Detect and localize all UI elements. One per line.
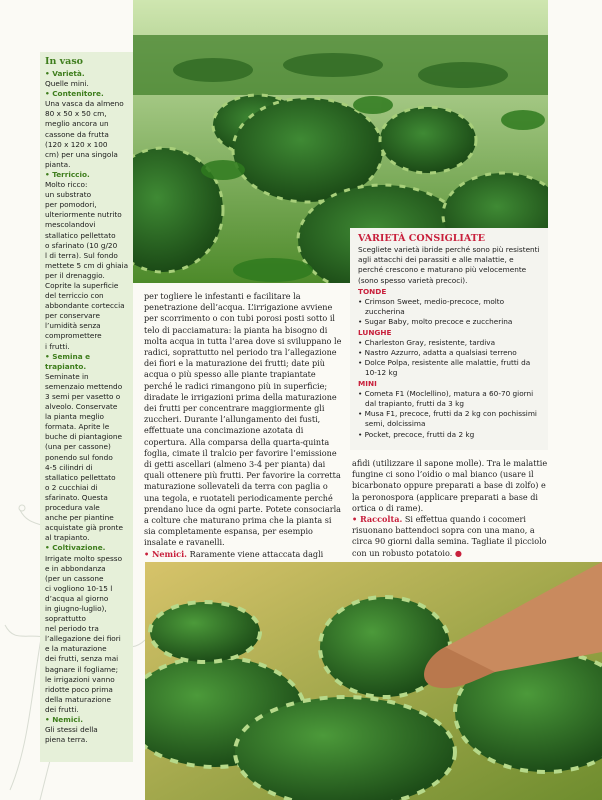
sidebar-heading: • Terriccio.	[45, 169, 90, 179]
variety-item: • Pocket, precoce, frutti da 2 kg	[358, 430, 540, 440]
variety-item: • Dolce Polpa, resistente alle malattie, frutti da 10-12 kg	[358, 358, 540, 378]
nemici-label: • Nemici.	[144, 548, 187, 559]
variety-category: LUNGHE	[358, 327, 392, 337]
varieties-title: VARIETÀ CONSIGLIATE	[358, 233, 486, 244]
sidebar-text: Molto ricco: un substrato per pomodori, ulteriormente nutrito mescolandovi stallatico pellettato o sfarinato (10 g/20 l di terra). Sul fondo mettete 5 cm di ghiaia per il drenaggio. Coprite la superficie del terriccio con abbondante corteccia per conservare l’umidità senza compromettere i frutti.	[45, 180, 129, 351]
variety-item: • Nastro Azzurro, adatta a qualsiasi terreno	[358, 348, 540, 358]
sidebar-section-terriccio	[45, 170, 129, 352]
sidebar-text: Irrigate molto spesso e in abbondanza (per un cassone ci vogliono 10-15 l d’acqua al giorno in giugno-luglio), soprattutto nel periodo tra l’allegazione dei fiori e la maturazione dei frutti, senza mai bagnare il fogliame; le irrigazioni vanno ridotte poco prima della maturazione dei frutti.	[45, 553, 123, 714]
sidebar-text: Gli stessi della piena terra.	[45, 725, 98, 745]
varieties-intro: Scegliete varietà ibride perché sono più resistenti agli attacchi dei parassiti e alle malattie, e perché crescono e maturano più velocemente (sono spesso varietà precoci).	[358, 245, 540, 285]
in-vaso-sidebar	[40, 52, 133, 762]
variety-list	[358, 297, 540, 328]
sidebar-section-varieta	[45, 69, 129, 89]
sidebar-section-nemici	[45, 715, 129, 745]
sidebar-heading: • Contenitore.	[45, 89, 104, 99]
sidebar-heading: • Varietà.	[45, 69, 85, 78]
body-paragraph: per togliere le infestanti e facilitare la penetrazione dell’acqua. L’irrigazione avviene per scorrimento o con tubi porosi posti sotto il telo di pacciamatura: la pianta ha bisogno di molta acqua in tutta l’area dove si sviluppano le radici, soprattutto nel periodo tra l’allegazione dei fiori e la maturazione dei frutti; date più acqua o più spesso alle piante trapiantate perché le radici rimangono più in superficie; diradate le irrigazioni prima della maturazione dei frutti per concentrare maggiormente gli zuccheri. Durante l’allungamento dei fusti, effettuate una concimazione azotata di copertura. Alla comparsa della quarta-quinta foglia, cimate il tralcio per favorire l’emissione di getti ascellari (almeno 3-4 per pianta) dai quali ottenere più frutti. Per favorire la corretta maturazione sollevateli da terra con paglia o una tegola, e ruotateli periodicamente perché prendano luce da ogni parte. Potete consociarla a colture che maturano prima che la pianta si sia completamente espansa, per esempio insalate e ravanelli.	[144, 291, 342, 548]
nemici-text: Raramente viene attaccata dagli	[189, 548, 324, 559]
sidebar-heading: • Coltivazione.	[45, 543, 106, 553]
sidebar-section-coltivazione	[45, 543, 129, 715]
variety-list	[358, 338, 540, 379]
sidebar-heading: • Semina e trapianto.	[45, 351, 91, 371]
sidebar-text: Seminate in semenzaio mettendo 3 semi per vasetto o alveolo. Conservate la pianta meglio formata. Aprite le buche di piantagione (una per cassone) ponendo sul fondo 4-5 cilindri di stallatico pellettato o 2 cucchiai di sfarinato. Questa procedura vale anche per piantine acquistate già pronte al trapianto.	[45, 371, 123, 543]
variety-item: • Sugar Baby, molto precoce e zuccherina	[358, 317, 540, 327]
sidebar-title: In vaso	[45, 56, 84, 67]
continuation-text: afidi (utilizzare il sapone molle). Tra le malattie fungine ci sono l’oidio o mal bianco (usare il bicarbonato oppure preparati a base di zolfo) e la peronospora (applicare preparati a base di ortica o di rame).	[352, 458, 548, 513]
sidebar-text: Quelle mini.	[45, 79, 89, 89]
harvest-hand-photo	[145, 562, 602, 800]
sidebar-section-semina	[45, 352, 129, 544]
variety-category: MINI	[358, 378, 377, 388]
variety-item: • Cometa F1 (Moclellino), matura a 60-70 giorni dal trapianto, frutti da 3 kg	[358, 389, 540, 409]
right-text-column	[352, 458, 552, 559]
sidebar-heading: • Nemici.	[45, 715, 83, 724]
body-text-column	[144, 291, 344, 560]
variety-category: TONDE	[358, 286, 387, 296]
sidebar-text: Una vasca da almeno 80 x 50 x 50 cm, meglio ancora un cassone da frutta (120 x 120 x 100 cm) per una singola pianta.	[45, 99, 124, 169]
variety-item: • Charleston Gray, resistente, tardiva	[358, 338, 540, 348]
variety-item: • Crimson Sweet, medio-precoce, molto zuccherina	[358, 297, 540, 317]
sidebar-section-contenitore	[45, 89, 129, 170]
end-of-article-mark: ●	[454, 547, 462, 558]
raccolta-label: • Raccolta.	[352, 514, 403, 525]
variety-item: • Musa F1, precoce, frutti da 2 kg con pochissimi semi, dolcissima	[358, 409, 540, 429]
variety-list	[358, 389, 540, 440]
raccolta-text: Si effettua quando i cocomeri risuonano battendoci sopra con una mano, a circa 90 giorni dalla semina. Tagliate il picciolo con un robusto potatoio.	[352, 514, 547, 558]
varieties-box	[350, 228, 548, 450]
